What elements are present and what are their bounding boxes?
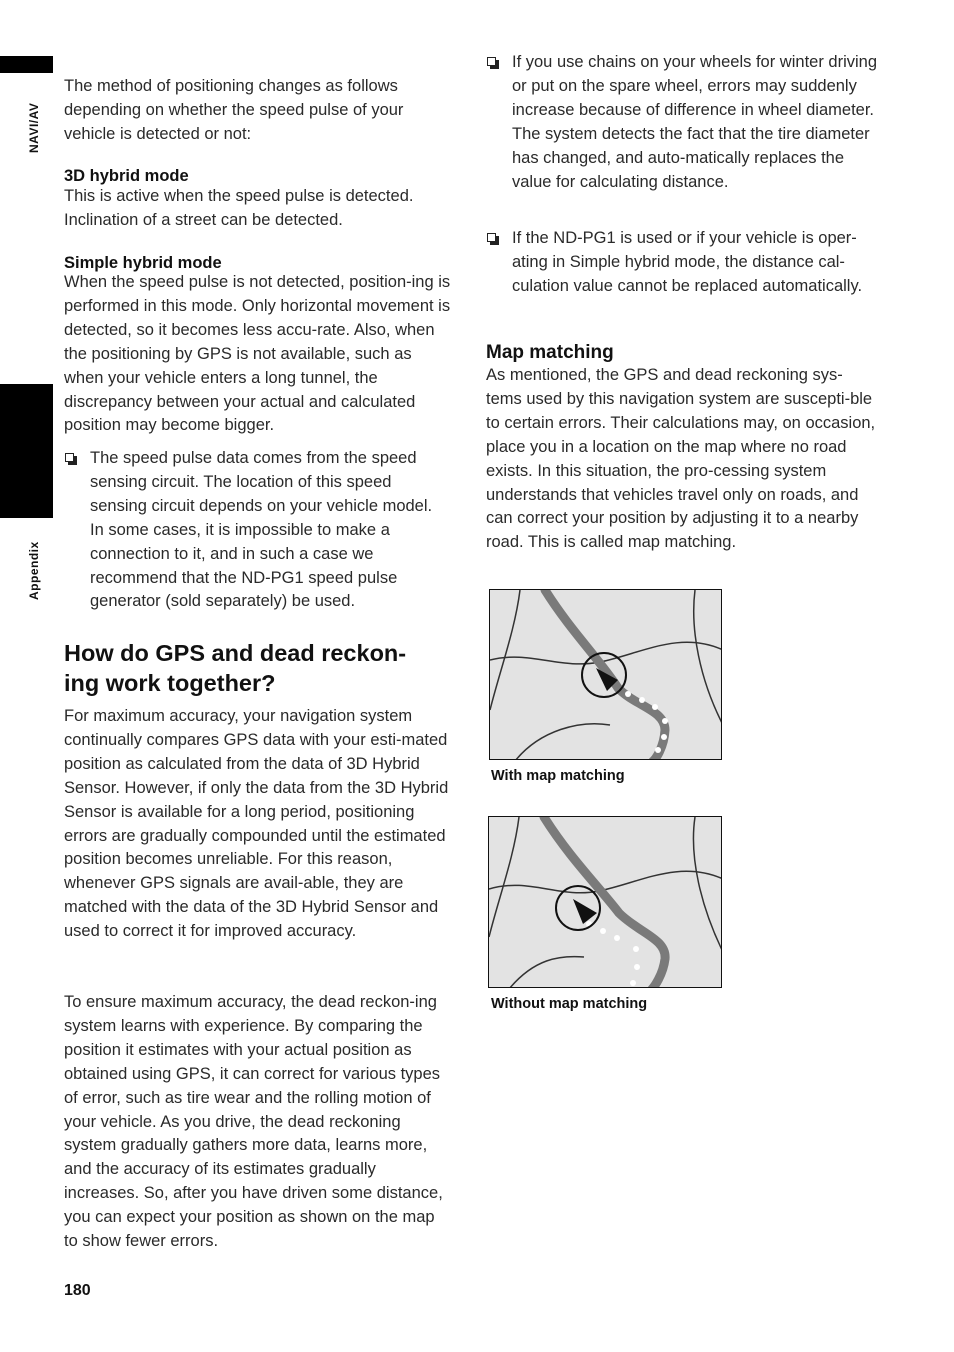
with-map-matching-illustration	[490, 590, 722, 760]
map-matching-heading: Map matching	[486, 342, 614, 363]
learning-paragraph: To ensure maximum accuracy, the dead reckon-ing system learns with experience. By comparing the position it estimates with your actual position as obtained using GPS, it can correct for various types of error, such as tire wear and the rolling motion of your vehicle. As you drive, the dead reckoning system gradually gathers more data, learns more, and the accuracy of its estimates gradually increases. So, after you have driven some distance, you can expect your position as shown on the map to show fewer errors.	[64, 993, 443, 1251]
without-map-matching-caption: Without map matching	[491, 996, 648, 1012]
appendix-tab-block	[0, 384, 53, 518]
checkbox-bullet-icon	[487, 233, 496, 242]
with-map-matching-figure	[489, 589, 722, 760]
checkbox-bullet-icon	[65, 453, 74, 462]
mode-3d-text: This is active when the speed pulse is detected. Inclination of a street can be detected.	[64, 187, 414, 229]
map-matching-text: As mentioned, the GPS and dead reckoning sys-tems used by this navigation system are suscepti-ble to certain errors. Their calculations may, on occasion, place you in a location on the map where no road exists. In this situation, the pro-cessing system understands that vehicles travel only on roads, and can correct your position by adjusting it to a nearby road. This is called map matching.	[486, 366, 876, 552]
accuracy-paragraph: For maximum accuracy, your navigation system continually compares GPS data with your esti-mated position as calculated from the data of 3D Hybrid Sensor. However, if only the data from the 3D Hybrid Sensor is available for a long period, positioning errors are gradually compounded until the estimated position becomes unreliable. For this reason, whenever GPS signals are avail-able, they are matched with the data of the 3D Hybrid Sensor and used to correct it for improved accuracy.	[64, 707, 449, 941]
with-map-matching-caption: With map matching	[491, 768, 625, 784]
simple-mode-heading: Simple hybrid mode	[64, 254, 222, 272]
without-map-matching-illustration	[489, 817, 722, 988]
navi-av-tab-bar	[0, 56, 53, 73]
chains-note-text: If you use chains on your wheels for winter driving or put on the spare wheel, errors may suddenly increase because of difference in wheel diameter. The system detects the fact that the tire diameter has changed, and auto-matically replaces the value for calculating distance.	[512, 53, 878, 191]
intro-paragraph: The method of positioning changes as follows depending on whether the speed pulse of your vehicle is detected or not:	[64, 77, 404, 143]
navi-av-label: NAVI/AV	[27, 102, 41, 153]
appendix-label: Appendix	[27, 541, 41, 600]
section-heading: How do GPS and dead reckon-ing work together?	[64, 640, 407, 696]
page-number: 180	[64, 1282, 91, 1299]
checkbox-bullet-icon	[487, 57, 496, 66]
simple-mode-text: When the speed pulse is not detected, position-ing is performed in this mode. Only horizontal movement is detected, so it becomes less accu-rate. Also, when the positioning by GPS is not available, such as when your vehicle enters a long tunnel, the discrepancy between your actual and calculated position may become bigger.	[64, 273, 451, 435]
without-map-matching-figure	[488, 816, 722, 988]
mode-3d-heading: 3D hybrid mode	[64, 167, 189, 185]
ndpg1-note-text: If the ND-PG1 is used or if your vehicle is oper-ating in Simple hybrid mode, the distance cal-culation value cannot be replaced automatically.	[512, 229, 863, 295]
speed-pulse-note-text: The speed pulse data comes from the speed sensing circuit. The location of this speed sensing circuit depends on your vehicle model. In some cases, it is impossible to make a connection to it, and in such a case we recommend that the ND-PG1 speed pulse generator (sold separately) be used.	[90, 449, 433, 611]
